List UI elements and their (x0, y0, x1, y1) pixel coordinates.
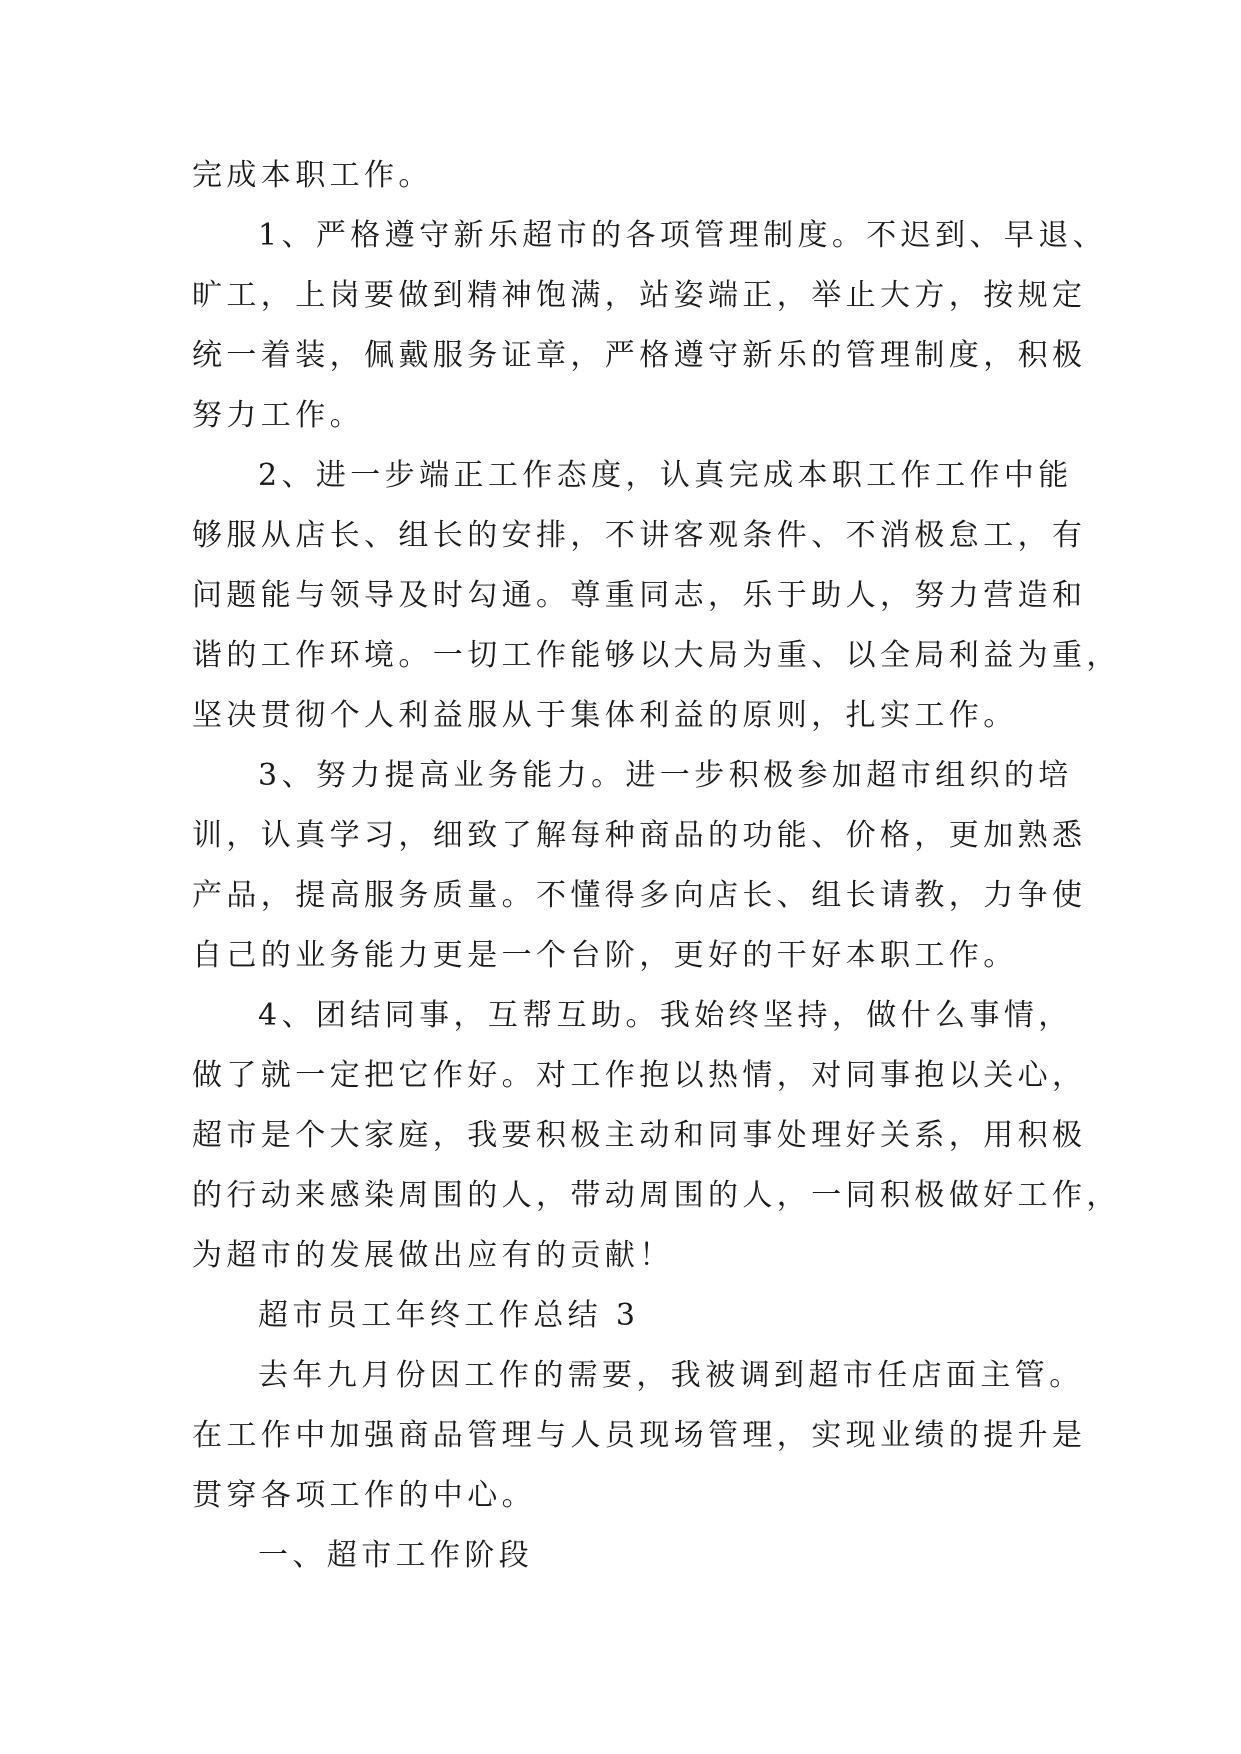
text-line: 完成本职工作。 (192, 158, 433, 193)
text-line: 自己的业务能力更是一个台阶，更好的干好本职工作。 (192, 938, 1018, 973)
text-line: 2、进一步端正工作态度，认真完成本职工作工作中能 (258, 458, 1073, 493)
section-heading: 一、超市工作阶段 (258, 1538, 534, 1573)
text-line: 问题能与领导及时勾通。尊重同志，乐于助人，努力营造和 (192, 578, 1087, 613)
text-line: 超市是个大家庭，我要积极主动和同事处理好关系，用积极 (192, 1118, 1087, 1153)
text-line: 贯穿各项工作的中心。 (192, 1478, 536, 1513)
text-line: 谐的工作环境。一切工作能够以大局为重、以全局利益为重， (192, 638, 1121, 673)
text-line: 努力工作。 (192, 398, 364, 433)
text-line: 的行动来感染周围的人，带动周围的人，一同积极做好工作， (192, 1178, 1121, 1213)
text-line: 够服从店长、组长的安排，不讲客观条件、不消极怠工，有 (192, 518, 1087, 553)
text-line: 坚决贯彻个人利益服从于集体利益的原则，扎实工作。 (192, 698, 1018, 733)
text-line: 做了就一定把它作好。对工作抱以热情，对同事抱以关心， (192, 1058, 1087, 1093)
text-line: 3、努力提高业务能力。进一步积极参加超市组织的培 (258, 758, 1073, 793)
text-line: 统一着装，佩戴服务证章，严格遵守新乐的管理制度，积极 (192, 338, 1087, 373)
text-line: 在工作中加强商品管理与人员现场管理，实现业绩的提升是 (192, 1418, 1087, 1453)
text-line: 去年九月份因工作的需要，我被调到超市任店面主管。 (258, 1358, 1084, 1393)
text-line: 为超市的发展做出应有的贡献！ (192, 1238, 674, 1273)
text-line: 旷工，上岗要做到精神饱满，站姿端正，举止大方，按规定 (192, 278, 1087, 313)
section-heading: 超市员工年终工作总结 3 (258, 1298, 640, 1333)
text-line: 产品，提高服务质量。不懂得多向店长、组长请教，力争使 (192, 878, 1087, 913)
text-line: 训，认真学习，细致了解每种商品的功能、价格，更加熟悉 (192, 818, 1087, 853)
text-line: 4、团结同事，互帮互助。我始终坚持，做什么事情， (258, 998, 1073, 1033)
text-line: 1、严格遵守新乐超市的各项管理制度。不迟到、早退、 (258, 218, 1108, 253)
